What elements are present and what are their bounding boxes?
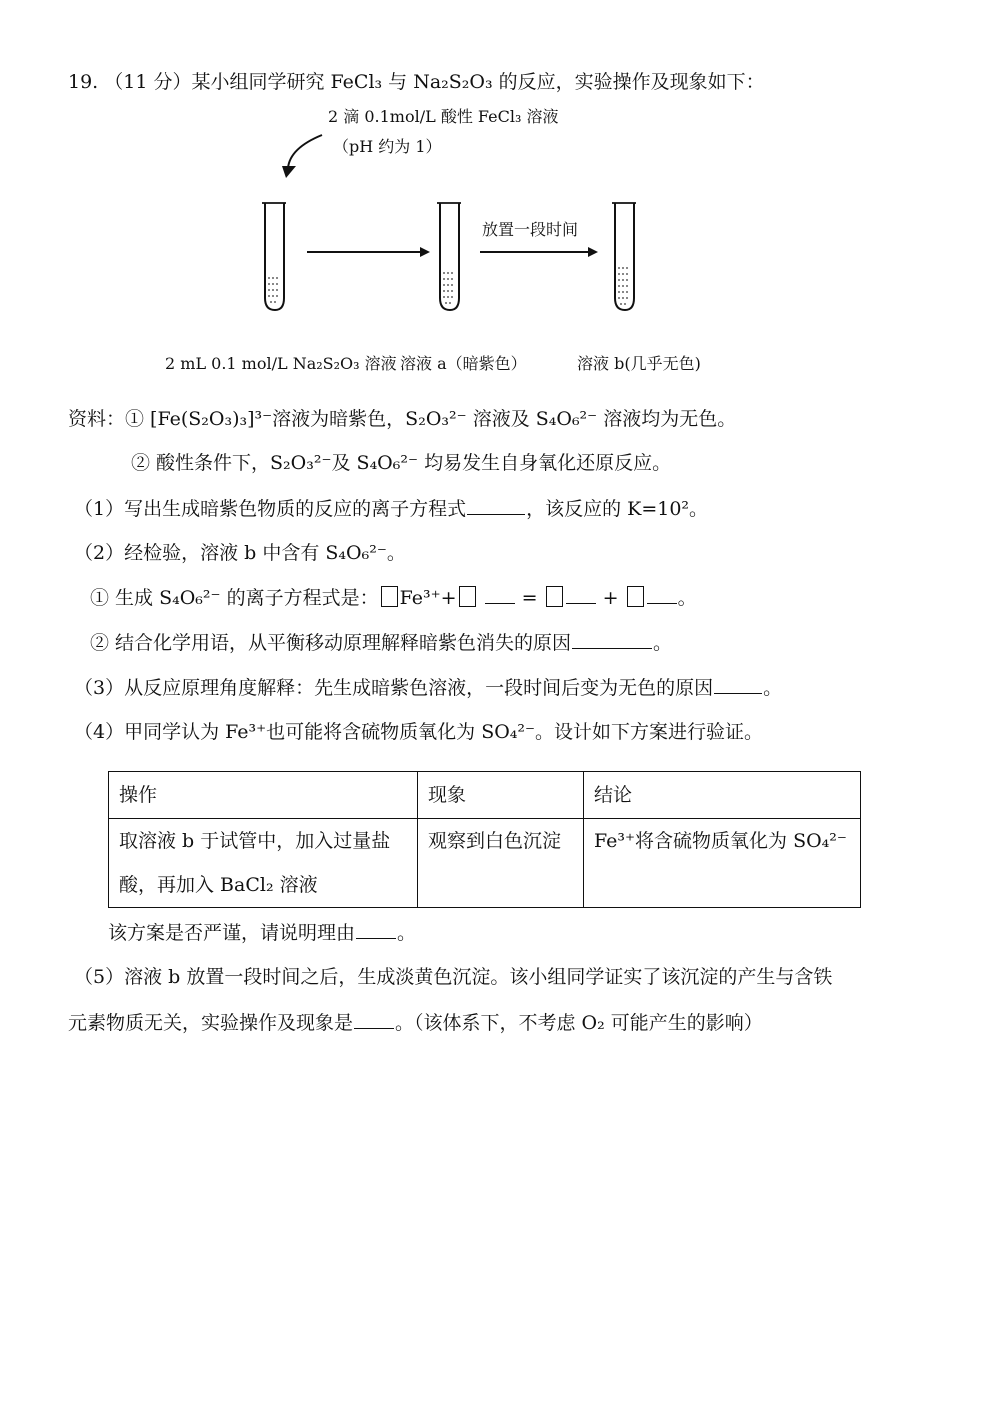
species-blank-2[interactable] — [566, 585, 596, 604]
operation-line-2: 酸，再加入 BaCl₂ 溶液 — [119, 874, 318, 896]
species-blank-1[interactable] — [485, 585, 515, 604]
experiment-table — [108, 771, 861, 908]
table-row — [109, 819, 861, 908]
coefficient-box-4[interactable] — [627, 586, 644, 607]
equals-sign: = — [521, 587, 538, 609]
species-blank-3[interactable] — [647, 585, 677, 604]
part-5-line-2 — [68, 1010, 763, 1035]
part-4-question-end: 。 — [397, 922, 417, 944]
tube-3-caption: 溶液 b(几乎无色) — [577, 354, 701, 373]
question-number: 19. — [68, 71, 99, 93]
info-prefix: 资料： — [68, 408, 126, 430]
part-4-question-text: 该方案是否严谨，请说明理由 — [108, 922, 356, 944]
drop-arrow-head — [282, 166, 296, 178]
drop-arrow — [288, 135, 322, 168]
part-3-text: （3）从反应原理角度解释：先生成暗紫色溶液，一段时间后变为无色的原因 — [74, 677, 714, 699]
question-intro: 某小组同学研究 FeCl₃ 与 Na₂S₂O₃ 的反应，实验操作及现象如下： — [191, 71, 765, 93]
part-5-text-end: 。（该体系下，不考虑 O₂ 可能产生的影响） — [395, 1012, 763, 1034]
answer-blank-5[interactable] — [354, 1010, 394, 1029]
part-2-2-end: 。 — [653, 632, 673, 654]
header-phenomenon: 现象 — [418, 772, 584, 819]
part-2-2 — [90, 630, 672, 655]
operation-line-1: 取溶液 b 于试管中，加入过量盐 — [119, 830, 391, 852]
answer-blank-1[interactable] — [467, 496, 525, 515]
cell-conclusion: Fe³⁺将含硫物质氧化为 SO₄²⁻ — [584, 819, 861, 908]
part-2-1-text: ① 生成 S₄O₆²⁻ 的离子方程式是： — [90, 587, 379, 609]
reagent-label-line2: （pH 约为 1） — [333, 137, 442, 156]
coefficient-box-2[interactable] — [459, 586, 476, 607]
info-line-2: ② 酸性条件下，S₂O₃²⁻及 S₄O₆²⁻ 均易发生自身氧化还原反应。 — [131, 452, 672, 474]
cell-operation — [109, 819, 418, 908]
test-tube-2 — [437, 203, 461, 310]
question-points: （11 分） — [104, 71, 192, 93]
answer-blank-2[interactable] — [572, 630, 652, 649]
table-header-row — [109, 772, 861, 819]
header-operation: 操作 — [109, 772, 418, 819]
fe-ion: Fe³⁺+ — [399, 587, 457, 609]
part-1-text: （1）写出生成暗紫色物质的反应的离子方程式 — [74, 498, 467, 520]
coefficient-box-3[interactable] — [546, 586, 563, 607]
plus-sign: + — [602, 587, 619, 609]
header-conclusion: 结论 — [584, 772, 861, 819]
part-1 — [74, 496, 708, 521]
part-3 — [74, 675, 782, 700]
part-2-2-text: ② 结合化学用语，从平衡移动原理解释暗紫色消失的原因 — [90, 632, 572, 654]
tube-1-caption: 2 mL 0.1 mol/L Na₂S₂O₃ 溶液 — [165, 354, 397, 373]
test-tube-3 — [612, 203, 636, 310]
part-4: （4）甲同学认为 Fe³⁺也可能将含硫物质氧化为 SO₄²⁻。设计如下方案进行验证。 — [74, 721, 764, 743]
arrow-2-label: 放置一段时间 — [482, 220, 579, 239]
answer-blank-3[interactable] — [714, 675, 762, 694]
part-1-text-end: ，该反应的 K=10²。 — [526, 498, 709, 520]
reagent-label-line1: 2 滴 0.1mol/L 酸性 FeCl₃ 溶液 — [328, 107, 559, 126]
question-header — [68, 70, 765, 94]
part-4-question — [108, 920, 416, 945]
part-2-1 — [90, 585, 697, 610]
part-5-text: 元素物质无关，实验操作及现象是 — [68, 1012, 354, 1034]
coefficient-box-1[interactable] — [381, 586, 398, 607]
cell-phenomenon: 观察到白色沉淀 — [418, 819, 584, 908]
part-2: （2）经检验，溶液 b 中含有 S₄O₆²⁻。 — [74, 542, 406, 564]
info-item-1: ① [Fe(S₂O₃)₃]³⁻溶液为暗紫色，S₂O₃²⁻ 溶液及 S₄O₆²⁻ 溶液均为无色。 — [125, 408, 737, 430]
arrow-1-head — [420, 247, 430, 257]
info-line-1 — [68, 407, 736, 431]
part-5-line-1: （5）溶液 b 放置一段时间之后，生成淡黄色沉淀。该小组同学证实了该沉淀的产生与含铁 — [74, 966, 833, 988]
arrow-2-head — [588, 247, 598, 257]
tube-2-caption: 溶液 a（暗紫色） — [400, 354, 527, 373]
part-2-1-end: 。 — [677, 587, 697, 609]
part-3-end: 。 — [763, 677, 783, 699]
answer-blank-4[interactable] — [356, 920, 396, 939]
test-tube-1 — [262, 203, 286, 310]
